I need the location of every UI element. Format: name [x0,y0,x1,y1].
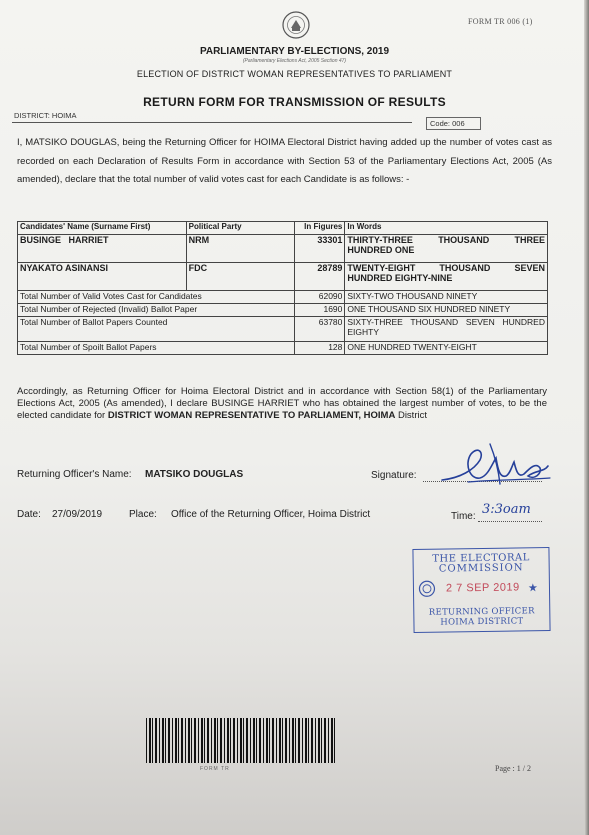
barcode-text: FORM TR [200,766,230,772]
time-line [478,521,542,522]
candidate-votes-words: TWENTY-EIGHT THOUSAND SEVEN HUNDRED EIGHTY-NINE [345,263,548,291]
candidate-party: NRM [186,235,295,263]
page-number: Page : 1 / 2 [495,764,531,773]
table-header-row [18,222,548,235]
candidate-name: BUSINGE HARRIET [18,235,187,263]
candidate-party: FDC [186,263,295,291]
candidate-votes-words: THIRTY-THREE THOUSAND THREE HUNDRED ONE [345,235,548,263]
page-edge [584,0,589,835]
candidate-name: NYAKATO ASINANSI [18,263,187,291]
summary-label: Total Number of Rejected (Invalid) Ballot Paper [18,304,295,317]
header-in-figures: In Figures [295,222,345,235]
stamp-line-2: COMMISSION [438,562,524,575]
table-row [18,342,548,355]
candidate-votes-figures: 28789 [295,263,345,291]
stamp-line-3: RETURNING OFFICER [428,606,535,618]
declaration-suffix: District [395,410,427,421]
table-row [18,291,548,304]
document-title: PARLIAMENTARY BY-ELECTIONS, 2019 [199,46,390,57]
seal-icon [418,580,436,598]
table-row [18,235,548,263]
district-code: Code: 006 [426,117,481,130]
table-row [18,304,548,317]
declaration-of-winner [17,386,547,422]
results-table [17,221,548,355]
summary-words: SIXTY-THREE THOUSAND SEVEN HUNDRED EIGHTY [345,317,548,342]
summary-label: Total Number of Ballot Papers Counted [18,317,295,342]
stamp-date: 2 7 SEP 2019 [445,581,520,595]
stamp-line-4: HOIMA DISTRICT [440,616,524,628]
declaration-paragraph: I, MATSIKO DOUGLAS, being the Returning Officer for HOIMA Electoral District having added up the number of votes cast as recorded on each Declaration of Results Form in accordance with Section 53 of the Parliamentary Elections Act, 2005 (As amended), declare that the total number of valid votes cast for each Candidate is as follows: - [17,137,552,185]
signature-label: Signature: [371,470,417,481]
summary-figures: 128 [295,342,345,355]
district-bar [12,111,567,130]
date-label: Date: [17,509,41,520]
time-value-handwritten: 3:3oam [482,502,531,517]
summary-figures: 1690 [295,304,345,317]
summary-words: ONE HUNDRED TWENTY-EIGHT [345,342,548,355]
electoral-commission-emblem-icon [281,10,311,40]
table-row [18,263,548,291]
date-value: 27/09/2019 [52,509,103,520]
declaration-text: Accordingly, as Returning Officer for Hoima Electoral District and in accordance with Section 58(1) of the Parliamentary Elections Act, 2005 (As amended), I declare BUSINGE HARRIET who has obtained the largest number of votes, to be the elected candidate for [17,386,547,421]
barcode [146,718,336,763]
returning-officer-name: MATSIKO DOUGLAS [145,469,244,480]
electoral-commission-stamp [412,547,550,633]
stamp-line-1: THE ELECTORAL [432,552,530,565]
header-in-words: In Words [345,222,548,235]
place-label: Place: [129,509,157,520]
header-political-party: Political Party [186,222,295,235]
handwritten-signature [440,440,555,495]
place-value: Office of the Returning Officer, Hoima District [171,509,371,520]
summary-words: SIXTY-TWO THOUSAND NINETY [345,291,548,304]
declared-seat: DISTRICT WOMAN REPRESENTATIVE TO PARLIAMENT, HOIMA [107,410,396,421]
header-candidate-name: Candidates' Name (Surname First) [18,222,187,235]
district-label: DISTRICT: HOIMA [12,111,412,123]
form-code: FORM TR 006 (1) [468,17,533,26]
summary-label: Total Number of Spoilt Ballot Papers [18,342,295,355]
returning-officer-label: Returning Officer's Name: [17,469,132,480]
summary-words: ONE THOUSAND SIX HUNDRED NINETY [345,304,548,317]
star-icon: ★ [527,581,538,595]
candidate-votes-figures: 33301 [295,235,345,263]
table-row [18,317,548,342]
election-title: ELECTION OF DISTRICT WOMAN REPRESENTATIVES TO PARLIAMENT [136,69,453,79]
time-label: Time: [451,511,476,522]
summary-figures: 63780 [295,317,345,342]
act-reference: (Parliamentary Elections Act, 2005 Section 47) [242,58,347,64]
summary-figures: 62090 [295,291,345,304]
summary-label: Total Number of Valid Votes Cast for Candidates [18,291,295,304]
form-title: RETURN FORM FOR TRANSMISSION OF RESULTS [143,95,446,109]
